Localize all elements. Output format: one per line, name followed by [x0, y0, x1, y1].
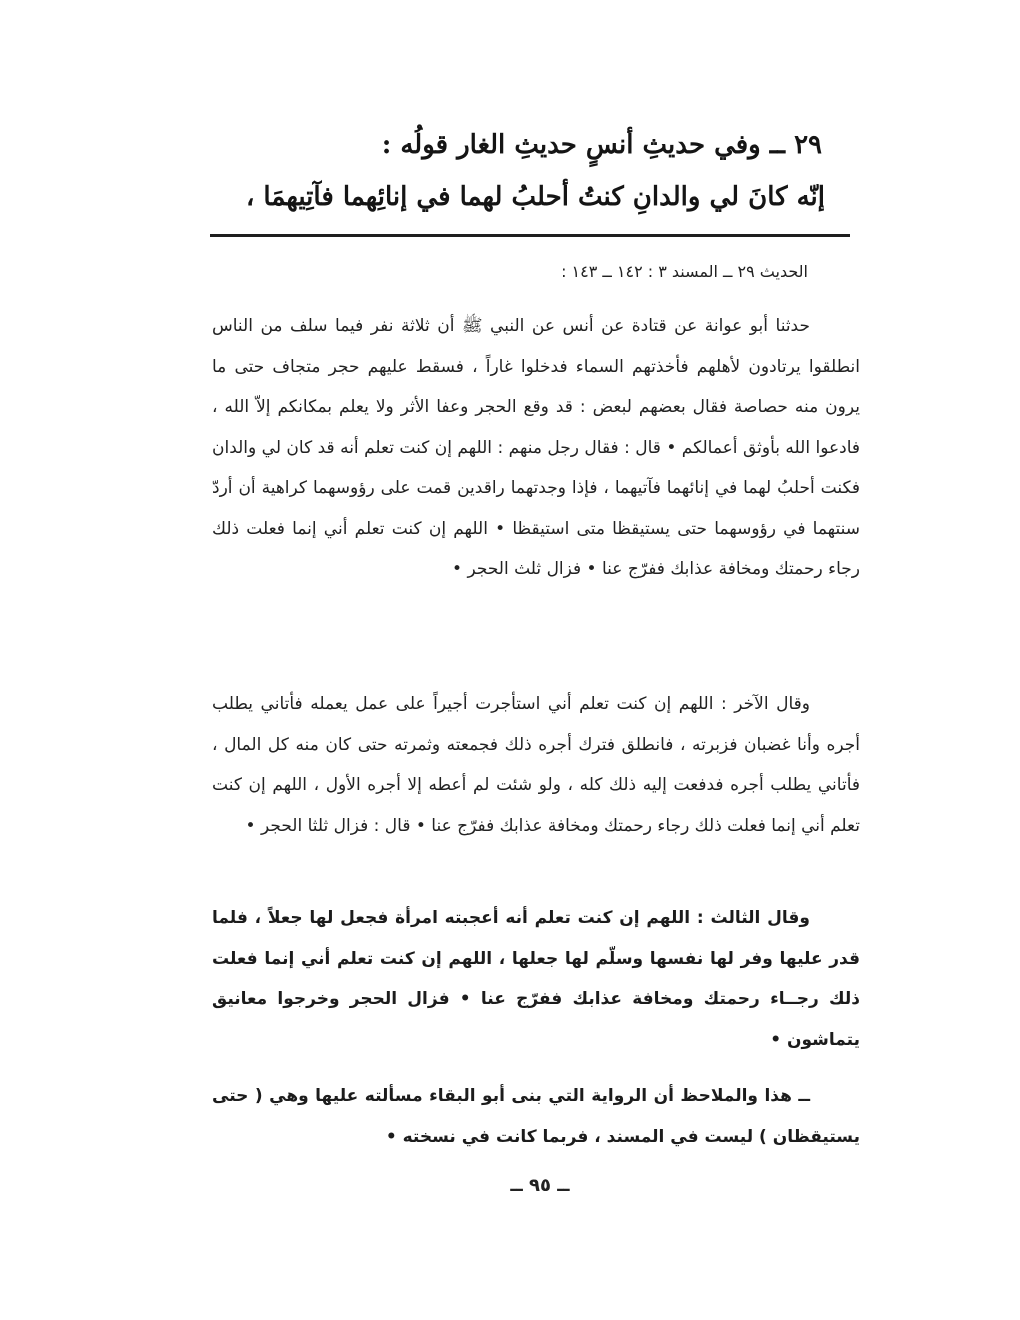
paragraph-second-man: وقال الآخر : اللهم إن كنت تعلم أني استأجرت أجيراً على عمل يعمله فأتاني يطلب أجره وأنا غضبان فزبرته ، فانطلق فترك أجره ذلك فجمعته وثمرته حتى كان منه كل المال ، فأتاني يطلب أجره فدفعت إليه ذلك كله ، ولو شئت لم أعطه إلا أجره الأول ، اللهم إن كنت تعلم أني إنما فعلت ذلك رجاء رحمتك ومخافة عذابك ففرّج عنا • قال : فزال ثلثا الحجر •: [212, 694, 860, 836]
page-number: ــ ٩٥ ــ: [510, 1175, 570, 1196]
paragraph-note: ــ هذا والملاحظ أن الرواية التي بنى أبو البقاء مسألته عليها وهي ( حتى يستيقظان ) ليست في المسند ، فربما كانت في نسخته •: [212, 1086, 860, 1147]
hadith-heading-line-2: إنّه كانَ لي والدانِ كنتُ أحلبُ لهما في إنائِهما فآتِيهمَا ،: [245, 182, 825, 212]
hadith-heading-line-1: ٢٩ ــ وفي حديثِ أنسٍ حديثِ الغار قولُه :: [381, 130, 822, 160]
source-reference: الحديث ٢٩ ــ المسند ٣ : ١٤٢ ــ ١٤٣ :: [561, 262, 808, 281]
paragraph-third-man: وقال الثالث : اللهم إن كنت تعلم أنه أعجبته امرأة فجعل لها جعلاً ، فلما قدر عليها وفر لها نفسها وسلّم لها جعلها ، اللهم إن كنت تعلم أني إنما فعلت ذلك رجــاء رحمتك ومخافة عذابك ففرّج عنا • فزال الحجر وخرجوا معانيق يتماشون •: [212, 908, 860, 1050]
paragraph-narration: حدثنا أبو عوانة عن قتادة عن أنس عن النبي ﷺ أن ثلاثة نفر فيما سلف من الناس انطلقوا يرتادون لأهلهم فأخذتهم السماء فدخلوا غاراً ، فسقط عليهم حجر متجاف حتى ما يرون منه حصاصة فقال بعضهم لبعض : قد وقع الحجر وعفا الأثر ولا يعلم بمكانكم إلاّ الله ، فادعوا الله بأوثق أعمالكم • قال : فقال رجل منهم : اللهم إن كنت تعلم أنه قد كان لي والدان فكنت أحلبُ لهما في إنائهما فآتيهما ، فإذا وجدتهما راقدين قمت على رؤوسهما كراهية أن أردّ سنتهما في رؤوسهما حتى يستيقظا متى استيقظا • اللهم إن كنت تعلم أني إنما فعلت ذلك رجاء رحمتك ومخافة عذابك ففرّج عنا • فزال ثلث الحجر •: [212, 316, 860, 579]
heading-divider: [210, 234, 850, 237]
